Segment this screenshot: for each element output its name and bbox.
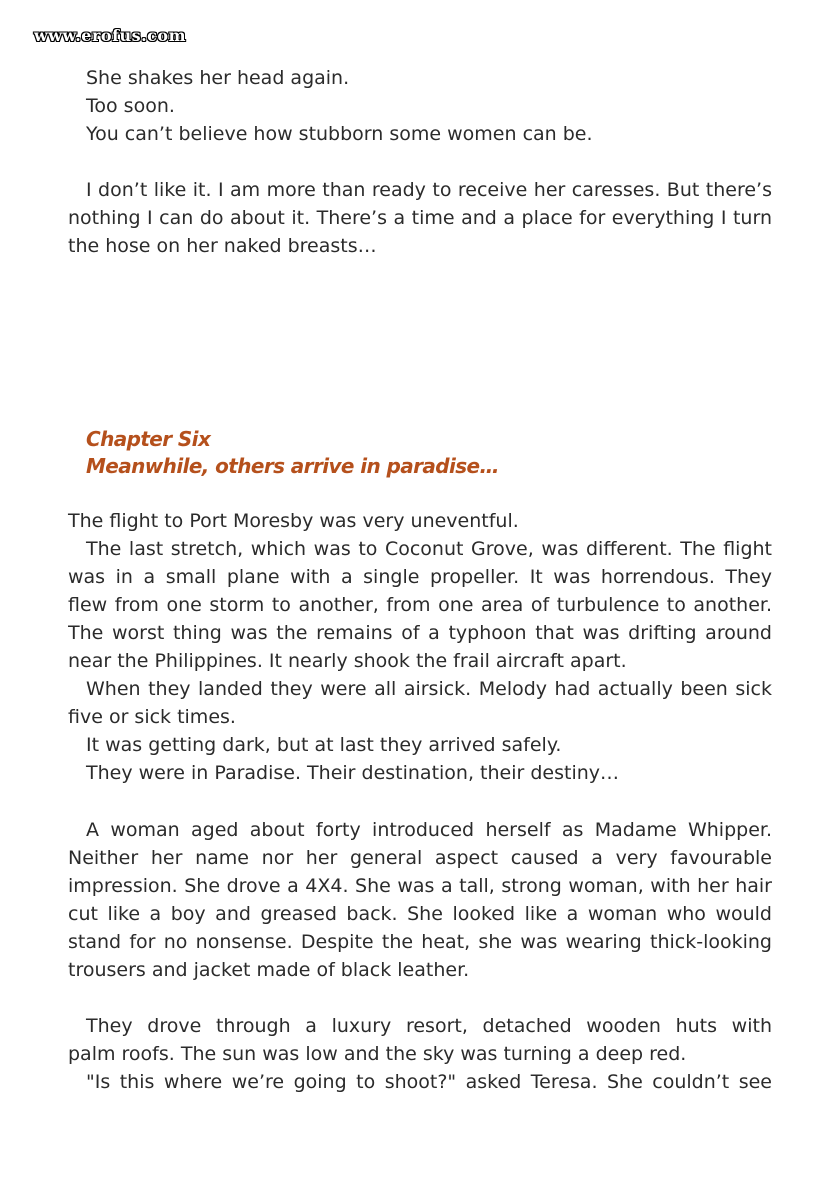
text-line: near the Philippines. It nearly shook the frail aircraft apart. [68, 650, 627, 672]
text-line: She shakes her head again. [86, 67, 350, 89]
text-line: nothing I can do about it. There’s a time and a place for everything I turn [68, 207, 772, 229]
watermark: www.erofus.com [34, 26, 186, 45]
text-line: The last stretch, which was to Coconut Grove, was different. The flight [86, 538, 772, 560]
text-line: A woman aged about forty introduced herself as Madame Whipper. [86, 819, 772, 841]
text-line: cut like a boy and greased back. She looked like a woman who would [68, 903, 772, 925]
paragraph-dont-like-it [68, 176, 772, 260]
text-line: The worst thing was the remains of a typhoon that was drifting around [68, 622, 772, 644]
text-line: the hose on her naked breasts… [68, 235, 377, 257]
text-line: was in a small plane with a single propeller. It was horrendous. They [68, 566, 772, 588]
paragraph-madame-whipper [68, 816, 772, 984]
text-line: impression. She drove a 4X4. She was a tall, strong woman, with her hair [68, 875, 772, 897]
text-line: flew from one storm to another, from one area of turbulence to another. [68, 594, 772, 616]
text-line: Too soon. [86, 95, 175, 117]
text-line: palm roofs. The sun was low and the sky was turning a deep red. [68, 1043, 687, 1065]
paragraph-resort [68, 1012, 772, 1096]
text-line: When they landed they were all airsick. Melody had actually been sick [86, 678, 772, 700]
text-line: five or sick times. [68, 706, 236, 728]
text-line: "Is this where we’re going to shoot?" asked Teresa. She couldn’t see [86, 1071, 772, 1093]
text-line: The flight to Port Moresby was very uneventful. [68, 510, 519, 532]
text-line: They were in Paradise. Their destination, their destiny… [86, 762, 620, 784]
text-line: I don’t like it. I am more than ready to receive her caresses. But there’s [86, 179, 772, 201]
text-line: trousers and jacket made of black leather. [68, 959, 470, 981]
chapter-subtitle: Meanwhile, others arrive in paradise… [86, 454, 499, 478]
paragraph-head-shake [68, 64, 772, 148]
text-line: They drove through a luxury resort, detached wooden huts with [86, 1015, 772, 1037]
text-line: Neither her name nor her general aspect caused a very favourable [68, 847, 772, 869]
chapter-title: Chapter Six [86, 427, 211, 451]
text-line: You can’t believe how stubborn some women can be. [86, 123, 593, 145]
paragraph-flight [68, 507, 772, 787]
text-line: stand for no nonsense. Despite the heat, she was wearing thick-looking [68, 931, 772, 953]
text-line: It was getting dark, but at last they arrived safely. [86, 734, 562, 756]
chapter-heading [86, 426, 499, 480]
